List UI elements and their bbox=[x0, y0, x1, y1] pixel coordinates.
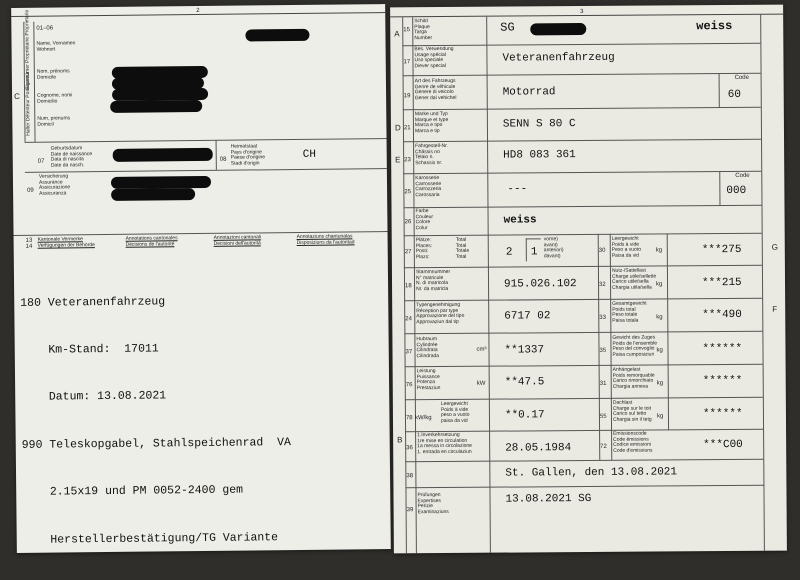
field-number: 30 bbox=[598, 247, 606, 254]
field-number: 15 bbox=[403, 27, 410, 34]
home-country-label: Heimatstaat Pays d'origine Paese d'origine Stadi d'origin bbox=[230, 143, 266, 167]
issue-place-date: St. Gallen, den 13.08.2021 bbox=[505, 466, 678, 480]
home-country-value: CH bbox=[302, 148, 316, 161]
train-weight-value: ****** bbox=[702, 342, 743, 356]
first-registration-value: 28.05.1984 bbox=[505, 442, 572, 455]
body-label: Karosserie Carrosserie Carrozzeria Carossaria bbox=[415, 175, 442, 198]
field-number: 35 bbox=[599, 347, 607, 354]
field-number: 55 bbox=[599, 413, 607, 420]
field-number: 33 bbox=[599, 314, 606, 321]
note-line: Km-Stand: 17011 bbox=[20, 342, 159, 357]
name-label-rm: Num, prenums Domicil bbox=[37, 115, 71, 128]
registration-number-label: Stammnummer N° matricule N. di matricola Nr. da matricla bbox=[415, 268, 451, 292]
color-value: weiss bbox=[503, 214, 537, 227]
field-number: 24 bbox=[405, 316, 412, 323]
first-registration-label: 1.Inverkehrsetzung 1re mise en circulation 1a messa in circolazione 1. entrada en circulaziun bbox=[417, 431, 472, 455]
field-number: 36 bbox=[406, 445, 413, 452]
cantonal-notes-label-rm: Annotaziuns chantunalas Disposiziuns da l'autoritad bbox=[296, 233, 355, 246]
field-number: 76 bbox=[405, 382, 413, 389]
redaction bbox=[113, 148, 213, 162]
section-label-g: G bbox=[771, 242, 779, 252]
insurance-label: Versicherung Assurance Assicurazione Assicuranza bbox=[38, 173, 71, 197]
roof-load-value: ****** bbox=[702, 407, 743, 421]
trailer-load-label: Anhängelast Poids remorquable Carico rimorchiato Chargia annexa bbox=[612, 366, 655, 390]
section-label-e: E bbox=[395, 155, 401, 165]
registration-number-value: 915.026.102 bbox=[503, 278, 577, 291]
field-number: 38 bbox=[406, 473, 414, 480]
name-label-it: Cognome, nomi Domicilio bbox=[37, 92, 73, 105]
field-number: 78 bbox=[405, 415, 413, 422]
seats-total-label: Total Total Totale Total bbox=[455, 236, 470, 260]
cantonal-notes bbox=[20, 261, 292, 580]
owner-label: Eigentümer Propriétaire Proprietario bbox=[24, 9, 32, 90]
emission-code-label: Emissionscode Code émissions Codice emissioni Code d'emissiuns bbox=[613, 430, 653, 454]
unit-label: cm³ bbox=[476, 346, 487, 353]
special-use-value: Veteranenfahrzeug bbox=[502, 51, 615, 65]
empty-weight-value: ***275 bbox=[701, 243, 742, 257]
section-label-b: B bbox=[397, 435, 403, 445]
color-label: Farbe Couleur Colore Colur bbox=[415, 208, 434, 231]
field-number: 13 bbox=[25, 237, 33, 244]
field-number: 14 bbox=[25, 243, 33, 250]
birth-label: Geburtsdatum Date de naissance Data di nascita Date da nasch. bbox=[50, 145, 93, 169]
inspections-value: 13.08.2021 SG bbox=[505, 492, 592, 506]
power-weight-label: Leergewicht Poids à vide peso a vuoto paisa da vid bbox=[440, 400, 470, 424]
field-number: 07 bbox=[37, 158, 45, 165]
payload-value: ***215 bbox=[701, 276, 742, 290]
power-weight-value: **0.17 bbox=[504, 409, 545, 422]
note-line: Datum: 13.08.2021 bbox=[21, 389, 167, 405]
field-number: 31 bbox=[599, 380, 607, 387]
power-label: Leistung Puissance Potenza Prestaziun bbox=[416, 368, 441, 391]
vehicle-type-code: 60 bbox=[727, 88, 741, 102]
type-approval-label: Typengenehmigung Réception par type Approvazione del tipo Approvaziun dal tip bbox=[416, 301, 465, 325]
section-label-f: F bbox=[772, 304, 778, 314]
note-line: 2.15x19 und PM 0052-2400 gem bbox=[22, 483, 244, 500]
body-code: 000 bbox=[726, 184, 747, 198]
power-value: **47.5 bbox=[504, 376, 545, 389]
redaction bbox=[110, 100, 202, 113]
seats-front: 1 bbox=[530, 246, 538, 259]
total-weight-value: ***490 bbox=[702, 308, 742, 322]
trailer-load-value: ****** bbox=[702, 374, 743, 388]
redaction bbox=[112, 88, 208, 101]
page-number: 3 bbox=[580, 9, 584, 16]
name-label-de: Name, Vornamen Wohnort bbox=[36, 40, 76, 53]
unit-label: kW bbox=[476, 380, 486, 387]
plate-label: Schild Plaque Targa Number bbox=[414, 18, 433, 41]
cantonal-notes-label-it: Annotazioni cantonali Decisioni dell'autorità bbox=[213, 234, 262, 247]
seats-front-label: vorne) avant) anteriori) davant) bbox=[543, 236, 564, 260]
note-line: 990 Teleskopgabel, Stahlspeichenrad VA bbox=[21, 435, 291, 452]
make-label: Marke und Typ Marque et type Marca e tipo Marca e tip bbox=[414, 110, 449, 134]
note-line: Herstellerbestätigung/TG Variante bbox=[22, 530, 279, 547]
field-number: 21 bbox=[403, 125, 411, 132]
special-use-label: Bes. Verwendung Usage spécial Uso speciale Diever special bbox=[414, 45, 454, 69]
body-value: --- bbox=[507, 183, 528, 196]
plate-color: weiss bbox=[696, 18, 733, 34]
field-number: 37 bbox=[405, 349, 413, 356]
cantonal-notes-label-fr: Annotations cantonales Décisions de l'autorité bbox=[125, 235, 178, 248]
redaction bbox=[245, 29, 309, 42]
code-label: Code bbox=[735, 172, 750, 179]
emission-code-value: ***C00 bbox=[703, 438, 743, 452]
field-number: 26 bbox=[404, 219, 412, 226]
page-number: 2 bbox=[196, 8, 200, 15]
vehicle-type-value: Motorrad bbox=[502, 86, 556, 99]
field-number: 25 bbox=[404, 189, 412, 196]
payload-label: Nutz-/Sattellast Charge utile/sellette Carico utile/sella Chargia utila/sella bbox=[611, 267, 657, 291]
code-label: Code bbox=[734, 74, 749, 81]
type-approval-value: 6717 02 bbox=[504, 310, 551, 323]
field-number: 39 bbox=[406, 507, 414, 514]
note-line: 180 Veteranenfahrzeug bbox=[20, 294, 166, 310]
unit-label: kW/kg bbox=[414, 415, 432, 422]
section-label-a: A bbox=[394, 29, 400, 39]
seats-total: 2 bbox=[505, 246, 513, 259]
section-label-d: D bbox=[394, 123, 401, 133]
displacement-label: Hubraum Cylindrée Cilindrata Cilindrada bbox=[416, 336, 440, 359]
displacement-value: **1337 bbox=[504, 344, 545, 357]
train-weight-label: Gewicht des Zuges Poids de l'ensemble Peso del convoglio Paisa cumposiziun bbox=[612, 334, 658, 358]
section-label-c: C bbox=[14, 91, 20, 101]
name-label-fr: Nom, prénoms Domicile bbox=[36, 68, 70, 81]
cantonal-notes-label-de: Kantonale Vermerke Verfügungen der Behörde bbox=[37, 236, 95, 249]
seats-label: Plätze: Places: Posti: Plazs: bbox=[415, 237, 433, 260]
inspections-label: Prüfungen Expertises Perizie Examinaziuns bbox=[417, 492, 449, 515]
redaction bbox=[111, 188, 195, 201]
field-number: 09 bbox=[27, 187, 34, 194]
left-page bbox=[11, 4, 391, 553]
field-number: 18 bbox=[405, 283, 412, 290]
field-number: 19 bbox=[403, 93, 411, 100]
redaction bbox=[111, 176, 211, 189]
empty-weight-label: Leergewicht Poids à vide Peso a vuoto Paisa da vid bbox=[611, 235, 642, 259]
chassis-label: Fahrgestell-Nr. Châssis no Telaio n. Schassis nr. bbox=[415, 142, 448, 166]
holder-label: Halter Détenteur Possesseur bbox=[24, 71, 32, 136]
field-number: 23 bbox=[404, 157, 411, 164]
row-range: 01–06 bbox=[36, 25, 54, 32]
right-page: 3 A D E B G F 15 Schild Plaque Targa Number SG weiss 17 Bes. Verwendung Usage spécial Uso speciale Diever special Veteranenfahrzeug 19 Art des Fahrzeugs Genre de véhicule Genere di veicolo Gener dal vehichel Motorrad Code 60 21 Marke und Typ Marque et type Marca e tipo Marca e tip SENN S 80 C 23 Fahrgestell-Nr. Châssis no Telaio n. Schassis nr. HD8 083 361 25 Karosserie Carrosserie Carrozzeria Carossaria --- Code 000 26 Farbe Couleur Colore Colur weiss 27 Plätze: Places: Posti: Plazs: Total Total Totale Total 2 1 vorne) avant) anteriori) davant) 30 Leergewicht Poids à vide Peso a vuoto Paisa da vid kg ***275 18 Stammnummer N° matricule N. di matricola Nr. da matricla 915.026.102 32 Nutz-/Sattellast Charge utile/sellette Carico utile/sella Chargia utila/sella kg ***215 24 Typengenehmigung Réception par type Approvazione del tipo Approvaziun dal tip 6717 02 33 Gesamtgewicht Poids total Peso totale Paisa totala kg ***490 37 Hubraum Cylindrée Cilindrata Cilindrada cm³ **1337 35 Gewicht des Zuges Poids de l'ensemble Peso del convoglio Paisa cumposiziun kg ****** 76 Leistung Puissance Potenza Prestaziun kW **47.5 31 Anhängelast Poids remorquable Carico rimorchiato Chargia annexa kg ****** 78 kW/kg Leergewicht Poids à vide peso a vuoto paisa da vid **0.17 55 Dachlast Charge sur le toit Carico sul tetto Chargia sin il tetg kg ****** 36 1.Inverkehrsetzung 1re mise en circulation 1a messa in circolazione 1. entrada en circulaziun 28.05.1984 72 Emissionscode Code émissions Codice emissioni Code d'emissiuns ***C00 38 St. Gallen, den 13.08.2021 39 Prüfungen Expertises Perizie Examinaziuns 13.08.2021 SG bbox=[390, 5, 787, 554]
field-number: 27 bbox=[404, 249, 412, 256]
total-weight-label: Gesamtgewicht Poids total Peso totale Paisa totala bbox=[612, 300, 647, 324]
field-number: 17 bbox=[403, 59, 411, 66]
vehicle-type-label: Art des Fahrzeugs Genre de véhicule Genere di veicolo Gener dal vehichel bbox=[414, 77, 457, 101]
plate-prefix: SG bbox=[500, 20, 515, 35]
field-number: 72 bbox=[600, 443, 607, 450]
make-value: SENN S 80 C bbox=[502, 118, 576, 131]
roof-load-label: Dachlast Charge sur le toit Carico sul tetto Chargia sin il tetg bbox=[612, 399, 652, 423]
redaction bbox=[530, 23, 586, 35]
chassis-value: HD8 083 361 bbox=[503, 149, 576, 162]
field-number: 08 bbox=[219, 156, 227, 163]
field-number: 32 bbox=[599, 281, 606, 288]
